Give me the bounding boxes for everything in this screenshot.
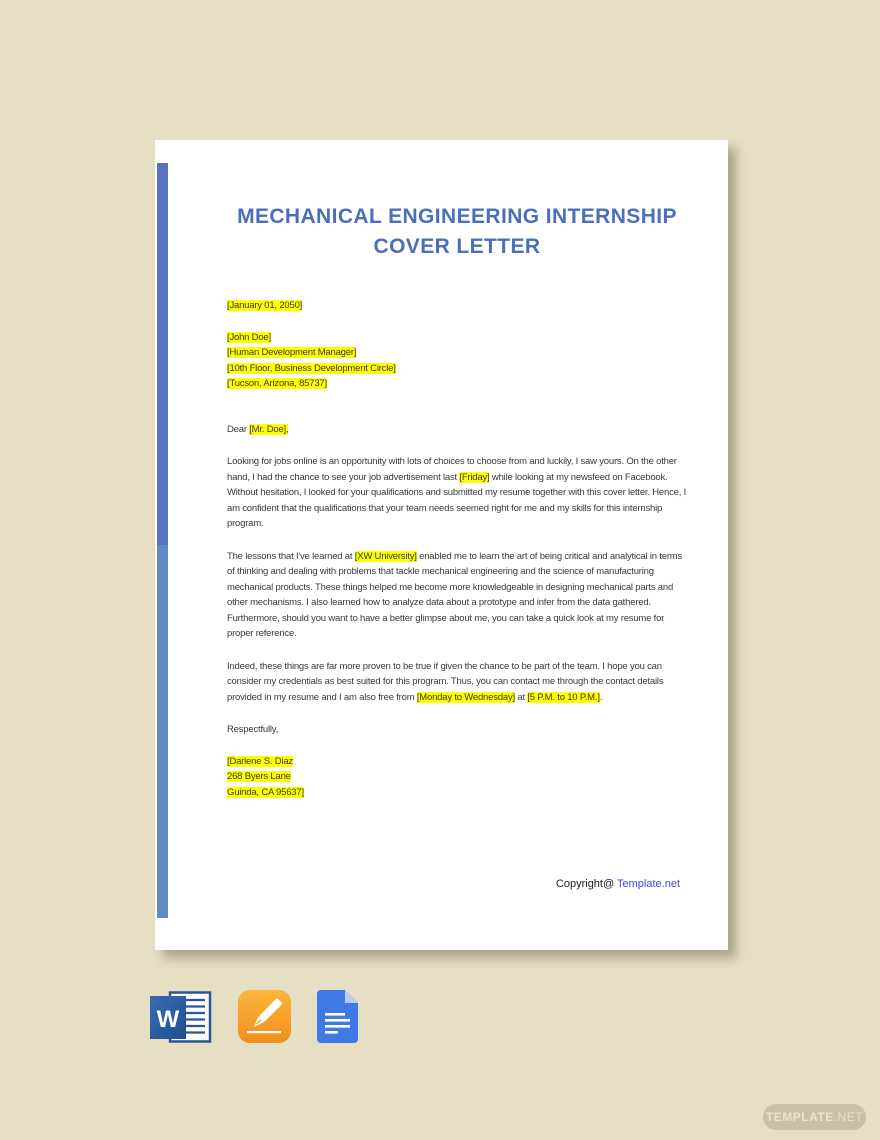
page-title-line2: COVER LETTER bbox=[373, 235, 541, 258]
paragraph-1: Looking for jobs online is an opportunity with lots of choices to choose from and luckily, I saw yours. On the other hand, I had the chance to see your job advertisement last [Friday] while looking at my newsfeed on Facebook. Without hesitation, I looked for your qualifications and submitted my resume together with this cover letter. Hence, I am confident that the qualifications that your team needs seemed right for me and my skills for this internship program. bbox=[227, 456, 687, 529]
pages-format-button[interactable] bbox=[238, 990, 291, 1048]
accent-bar-bottom-segment bbox=[157, 545, 168, 918]
google-docs-icon bbox=[317, 990, 358, 1048]
word-format-button[interactable] bbox=[150, 991, 212, 1048]
salutation bbox=[227, 422, 687, 438]
date-placeholder: [January 01, 2050] bbox=[227, 300, 303, 311]
available-formats-row bbox=[150, 992, 358, 1046]
watermark-suffix: .NET bbox=[833, 1110, 864, 1124]
letter-content bbox=[227, 140, 687, 800]
apple-pages-icon bbox=[238, 990, 291, 1048]
signature-city-line: Guinda, CA 95637] bbox=[227, 786, 304, 798]
paragraph-2: The lessons that I've learned at [XW University] enabled me to learn the art of being critical and analytical in terms of thinking and dealing with problems that tackle mechanical engineering and the science of manufacturing mechanical products. These things helped me become more knowledgeable in designing mechanical parts and other mechanisms. I also learned how to analyze data about a prototype and infer from the data gathered. Furthermore, should you want to have a better glimpse about me, you can take a quick look at my resume for proper reference. bbox=[227, 550, 683, 639]
closing-line: Respectfully, bbox=[227, 724, 279, 735]
template-net-link[interactable]: Template.net bbox=[617, 878, 680, 890]
page-title-line1: MECHANICAL ENGINEERING INTERNSHIP bbox=[237, 205, 677, 228]
recipient-name-line: [John Doe] bbox=[227, 331, 271, 343]
gdocs-format-button[interactable] bbox=[317, 990, 358, 1048]
accent-bar-top-segment bbox=[157, 163, 168, 545]
page-title bbox=[227, 202, 687, 262]
signature-street-line: 268 Byers Lane bbox=[227, 771, 291, 782]
svg-text:W: W bbox=[156, 1005, 180, 1033]
left-accent-bar bbox=[157, 163, 168, 918]
signature-name-line: [Darlene S. Diaz bbox=[227, 755, 293, 767]
recipient-address-line: [10th Floor, Business Development Circle] bbox=[227, 362, 396, 374]
salutation-prefix: Dear bbox=[227, 423, 250, 435]
copyright-line bbox=[556, 877, 680, 892]
watermark-brand: TEMPLATE bbox=[765, 1110, 834, 1124]
recipient-city-line: [Tucson, Arizona, 85737] bbox=[227, 378, 327, 389]
document-page bbox=[155, 140, 728, 950]
microsoft-word-icon bbox=[150, 991, 212, 1048]
paragraph-3: Indeed, these things are far more proven to be true if given the chance to be part of the team. I hope you can consider my credentials as best suited for this program. Thus, you can contact me through the contact details provided in my resume and I am also free from [Monday to Wednesday] at [5 P.M. to 10 P.M.]. bbox=[227, 660, 664, 703]
salutation-name-placeholder: [Mr. Doe], bbox=[249, 423, 289, 435]
recipient-block bbox=[227, 330, 687, 392]
date-line bbox=[227, 298, 687, 314]
signature-block bbox=[227, 754, 687, 801]
copyright-text: Copyright@ bbox=[555, 878, 618, 890]
template-net-watermark bbox=[763, 1104, 866, 1130]
recipient-title-line: [Human Development Manager] bbox=[227, 347, 357, 358]
